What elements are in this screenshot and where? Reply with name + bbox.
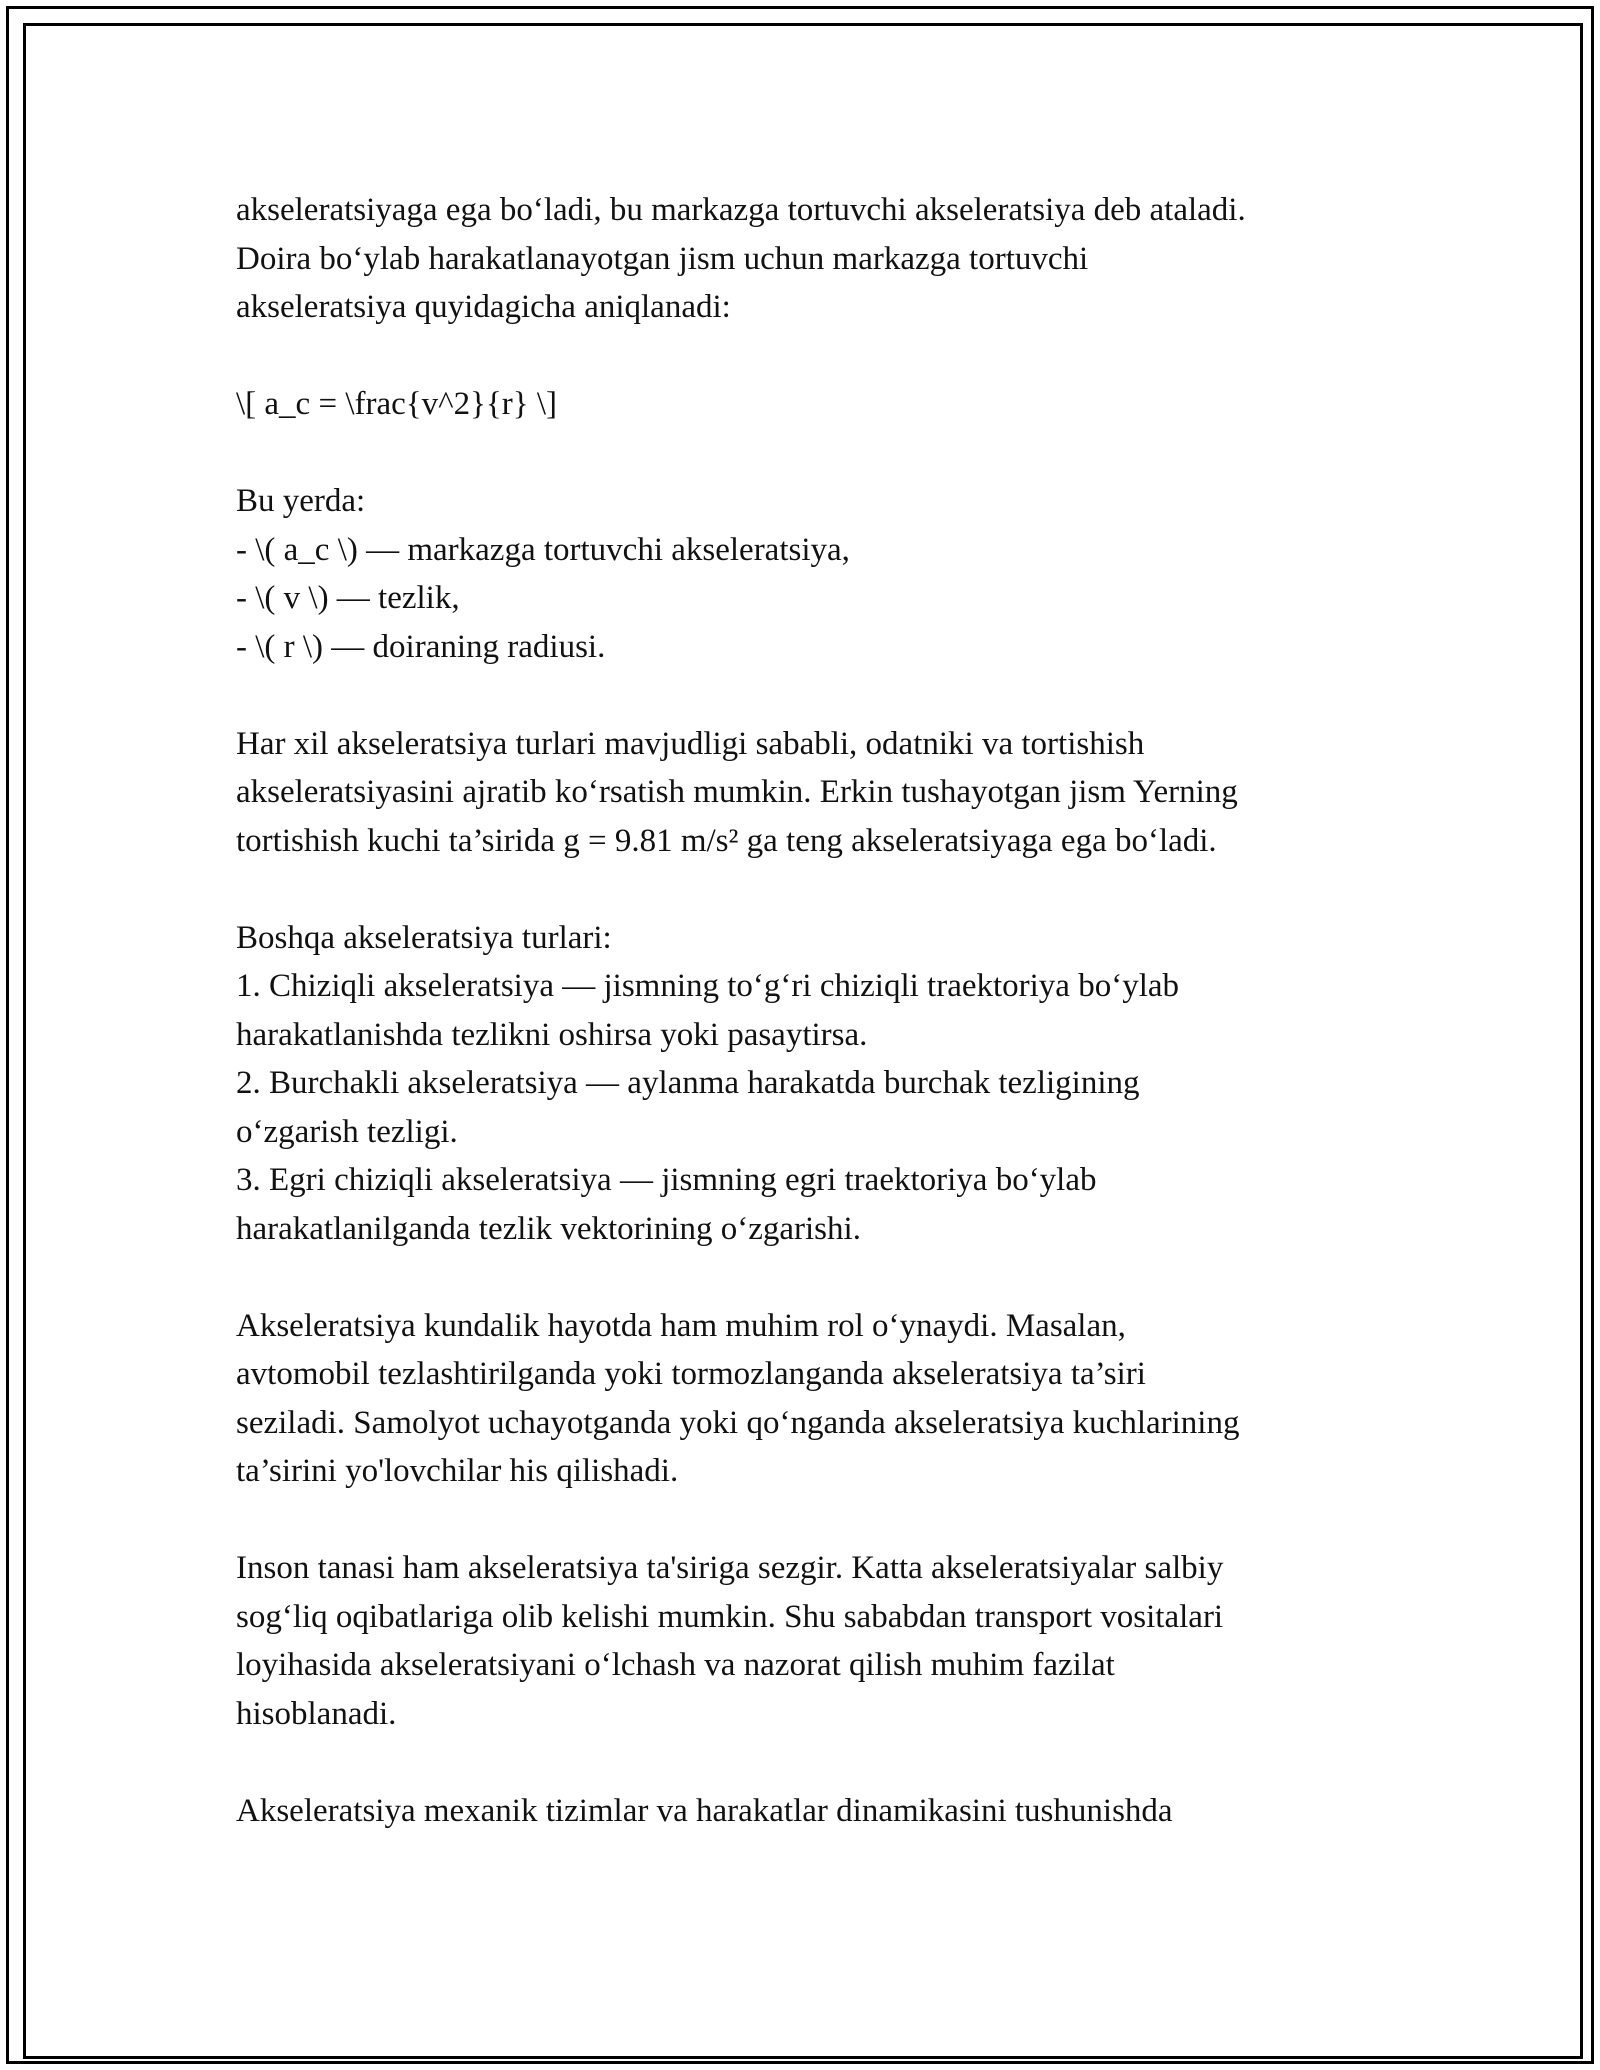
paragraph-spacer xyxy=(236,671,1386,720)
formula-block xyxy=(236,380,1386,429)
definition-item: - \( v \) — tezlik, xyxy=(236,580,460,616)
variable-definitions xyxy=(236,477,1386,671)
text-line: seziladi. Samolyot uchayotganda yoki qo‘nganda akseleratsiya kuchlarining xyxy=(236,1404,1240,1441)
paragraph-spacer xyxy=(236,332,1386,381)
text-line: akseleratsiyaga ega bo‘ladi, bu markazga tortuvchi akseleratsiya deb ataladi. xyxy=(236,192,1246,228)
list-heading: Boshqa akseleratsiya turlari: xyxy=(236,919,612,956)
document-body xyxy=(236,186,1386,1835)
paragraph-daily-life xyxy=(236,1302,1386,1496)
acceleration-types-list xyxy=(236,914,1386,1254)
text-line: hisoblanadi. xyxy=(236,1695,397,1732)
list-item: 2. Burchakli akseleratsiya — aylanma harakatda burchak tezligining xyxy=(236,1065,1140,1101)
paragraph-centripetal-intro xyxy=(236,186,1386,332)
definitions-heading: Bu yerda: xyxy=(236,483,366,519)
paragraph-gravity xyxy=(236,720,1386,866)
paragraph-human-body xyxy=(236,1544,1386,1738)
paragraph-closing xyxy=(236,1787,1386,1836)
text-line: Har xil akseleratsiya turlari mavjudligi sababli, odatniki va tortishish xyxy=(236,725,1145,762)
list-item: 1. Chiziqli akseleratsiya — jismning to‘g‘ri chiziqli traektoriya bo‘ylab xyxy=(236,968,1180,1004)
paragraph-spacer xyxy=(236,865,1386,914)
text-line: avtomobil tezlashtirilganda yoki tormozlanganda akseleratsiya ta’siri xyxy=(236,1356,1146,1392)
text-line: loyihasida akseleratsiyani o‘lchash va nazorat qilish muhim fazilat xyxy=(236,1647,1115,1683)
paragraph-spacer xyxy=(236,1738,1386,1787)
text-line: akseleratsiyasini ajratib ko‘rsatish mumkin. Erkin tushayotgan jism Yerning xyxy=(236,774,1238,810)
text-line: Akseleratsiya kundalik hayotda ham muhim rol o‘ynaydi. Masalan, xyxy=(236,1307,1126,1344)
paragraph-spacer xyxy=(236,1253,1386,1302)
paragraph-spacer xyxy=(236,429,1386,478)
text-line: Inson tanasi ham akseleratsiya ta'siriga sezgir. Katta akseleratsiyalar salbiy xyxy=(236,1550,1224,1586)
formula-text: \[ a_c = \frac{v^2}{r} \] xyxy=(236,386,557,422)
definition-item: - \( r \) — doiraning radiusi. xyxy=(236,628,606,665)
text-line: Akseleratsiya mexanik tizimlar va harakatlar dinamikasini tushunishda xyxy=(236,1792,1173,1829)
text-line: akseleratsiya quyidagicha aniqlanadi: xyxy=(236,289,731,325)
list-item-continuation: harakatlanilganda tezlik vektorining o‘zgarishi. xyxy=(236,1210,861,1247)
paragraph-spacer xyxy=(236,1496,1386,1545)
list-item-continuation: o‘zgarish tezligi. xyxy=(236,1113,458,1150)
text-line: tortishish kuchi ta’sirida g = 9.81 m/s² ga teng akseleratsiyaga ega bo‘ladi. xyxy=(236,822,1217,859)
list-item-continuation: harakatlanishda tezlikni oshirsa yoki pasaytirsa. xyxy=(236,1016,868,1053)
definition-item: - \( a_c \) — markazga tortuvchi akseleratsiya, xyxy=(236,531,850,568)
list-item: 3. Egri chiziqli akseleratsiya — jismning egri traektoriya bo‘ylab xyxy=(236,1162,1097,1198)
text-line: Doira bo‘ylab harakatlanayotgan jism uchun markazga tortuvchi xyxy=(236,240,1089,277)
text-line: ta’sirini yo'lovchilar his qilishadi. xyxy=(236,1453,679,1489)
text-line: sog‘liq oqibatlariga olib kelishi mumkin. Shu sababdan transport vositalari xyxy=(236,1598,1224,1635)
